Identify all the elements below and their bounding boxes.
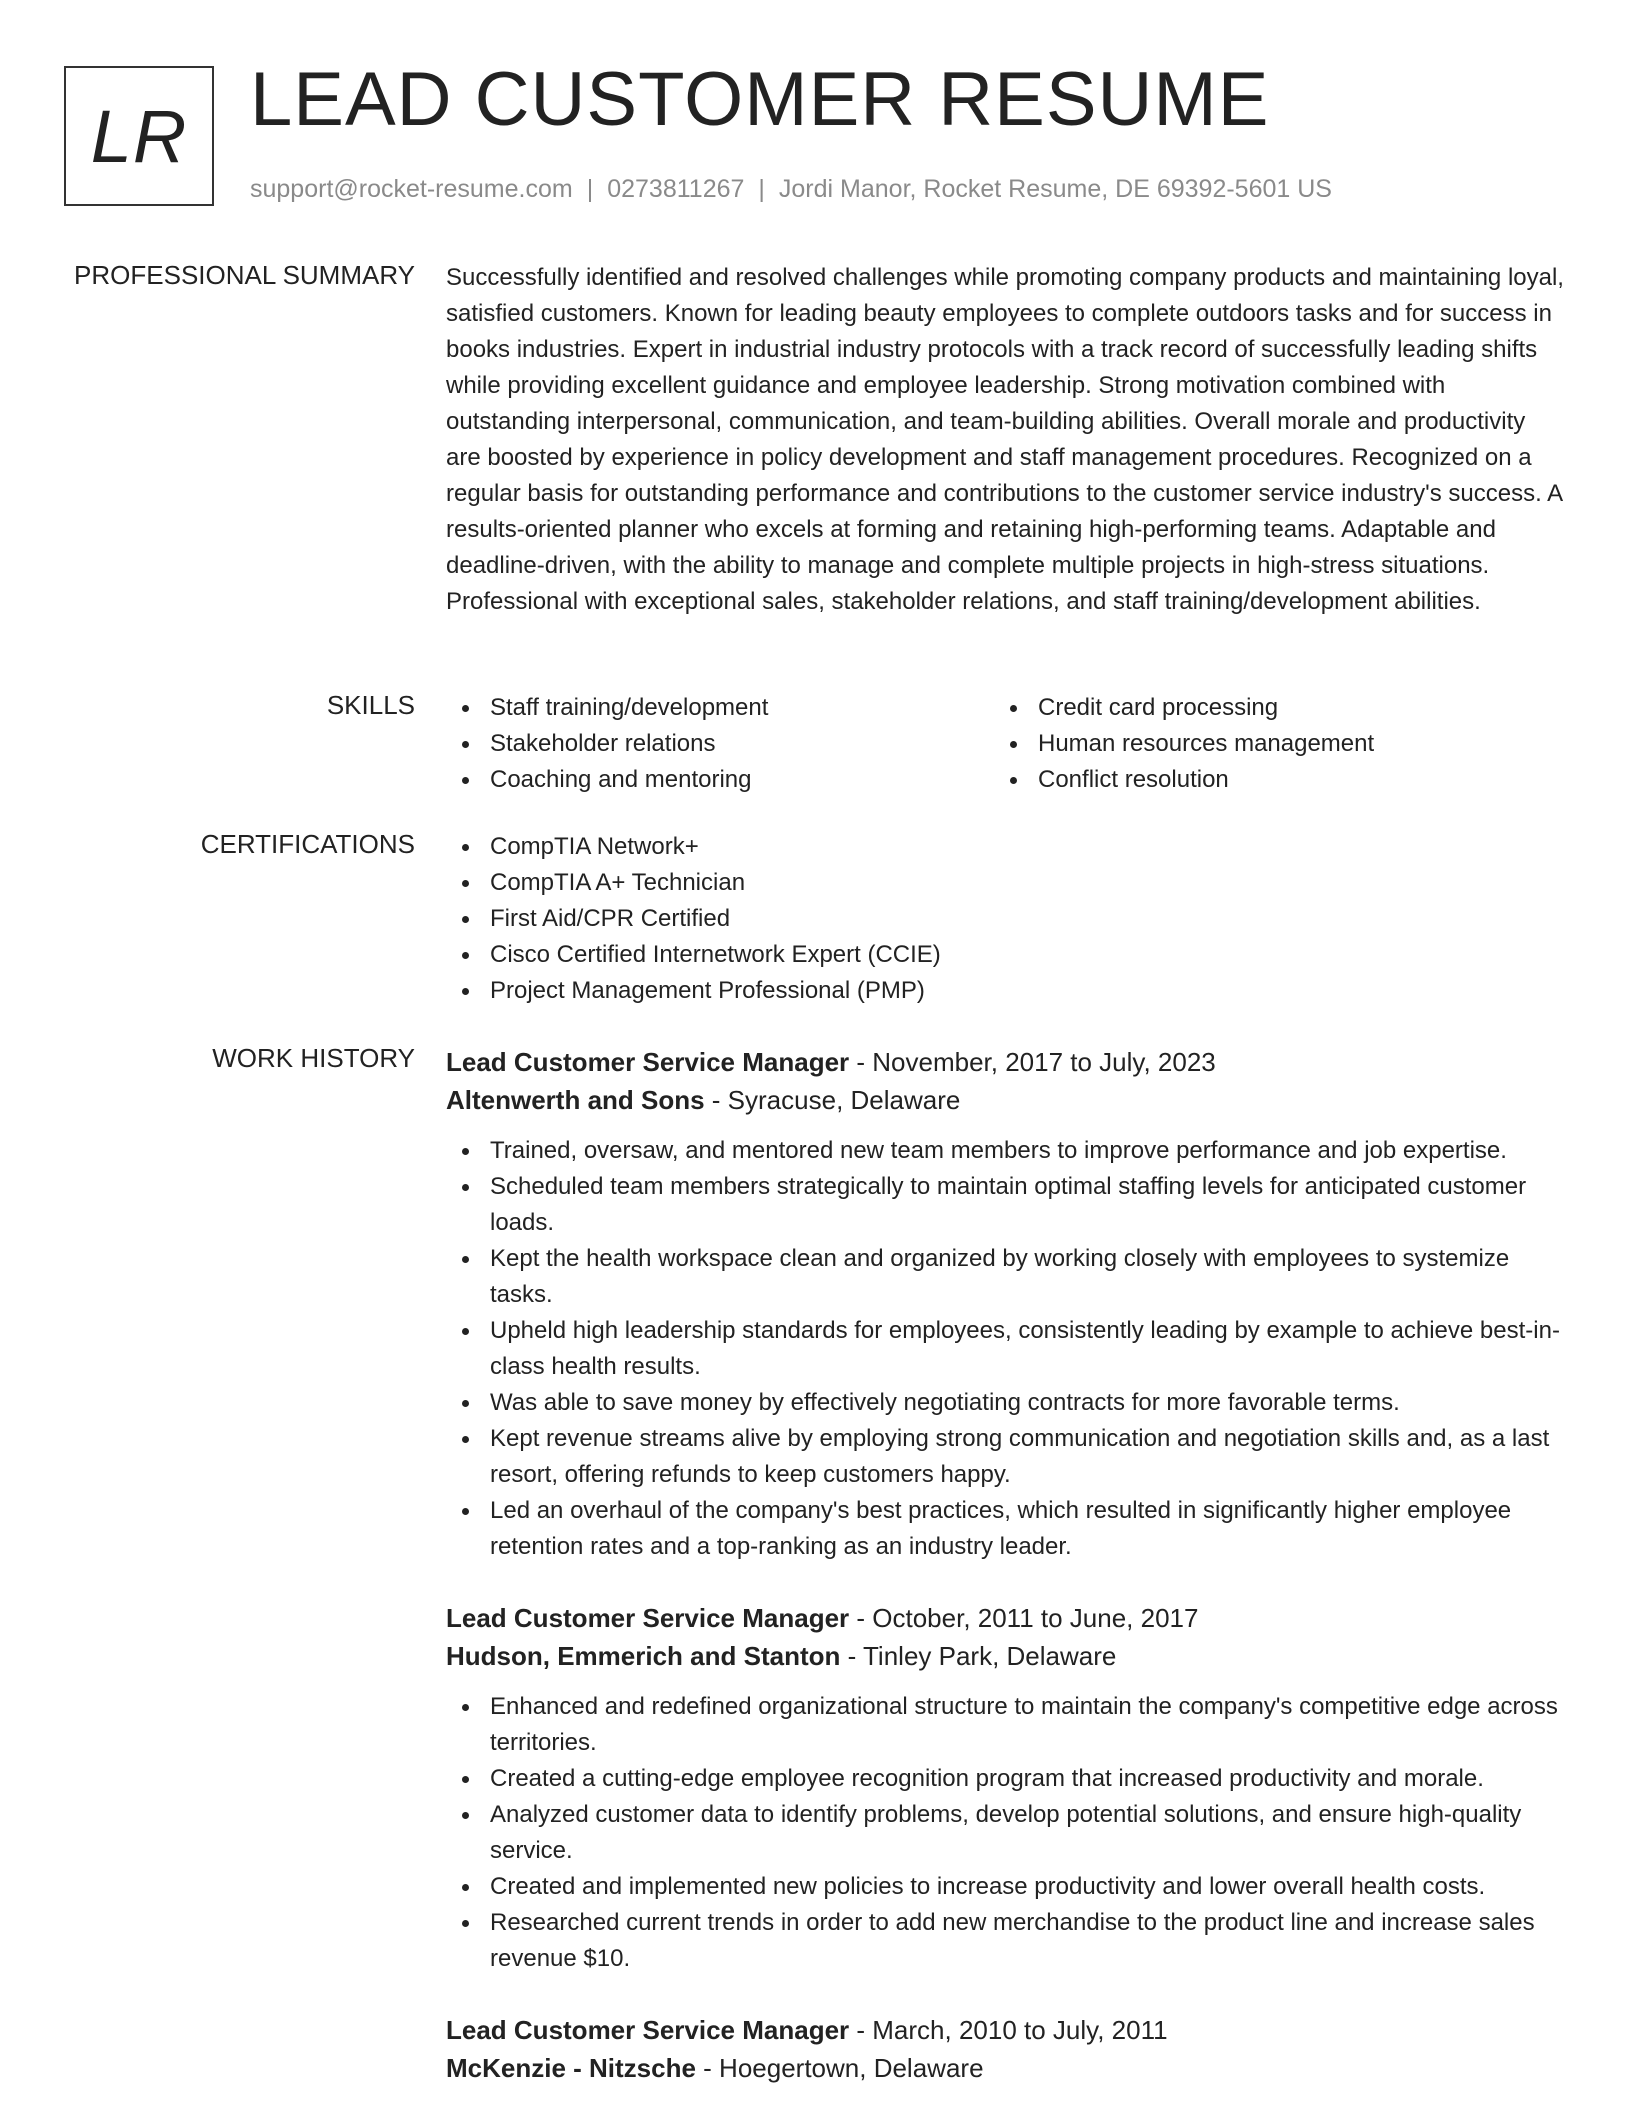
certifications-body	[446, 829, 1566, 1009]
contact-email[interactable]: support@rocket-resume.com	[250, 175, 573, 203]
certification-item: First Aid/CPR Certified	[446, 901, 1566, 937]
job-title-line	[446, 1599, 1566, 1637]
job-entry	[446, 1043, 1566, 1565]
skill-item: Human resources management	[994, 726, 1542, 762]
certifications-heading: CERTIFICATIONS	[200, 829, 415, 859]
skills-heading: SKILLS	[326, 690, 415, 720]
skill-item: Coaching and mentoring	[446, 762, 994, 798]
job-company: McKenzie - Nitzsche	[446, 2053, 696, 2083]
skill-item: Credit card processing	[994, 690, 1542, 726]
job-company: Altenwerth and Sons	[446, 1085, 705, 1115]
job-location: - Hoegertown, Delaware	[695, 2053, 984, 2083]
skills-list-right	[994, 690, 1542, 798]
summary-text: Successfully identified and resolved challenges while promoting company products and maintaining loyal, satisfied customers. Known for leading beauty employees to complete outdoors tasks and for success in books industries. Expert in industrial industry protocols with a track record of successfully leading shifts while providing excellent guidance and employee leadership. Strong motivation combined with outstanding interpersonal, communication, and team-building abilities. Overall morale and productivity are boosted by experience in policy development and staff management procedures. Recognized on a regular basis for outstanding performance and contributions to the customer service industry's success. A results-oriented planner who excels at forming and retaining high-performing teams. Adaptable and deadline-driven, with the ability to manage and complete multiple projects in high-stress situations. Professional with exceptional sales, stakeholder relations, and staff training/development abilities.	[446, 264, 1564, 615]
job-dates: - November, 2017 to July, 2023	[849, 1047, 1216, 1077]
summary-heading: PROFESSIONAL SUMMARY	[74, 260, 415, 290]
skills-list-left	[446, 690, 994, 798]
job-company-line	[446, 2049, 1566, 2087]
job-location: - Tinley Park, Delaware	[840, 1641, 1117, 1671]
job-title: Lead Customer Service Manager	[446, 1047, 850, 1077]
job-title: Lead Customer Service Manager	[446, 1603, 850, 1633]
work-history-body	[446, 1043, 1566, 2121]
work-history-heading: WORK HISTORY	[212, 1043, 415, 1073]
skill-item: Staff training/development	[446, 690, 994, 726]
job-bullet: Created and implemented new policies to increase productivity and lower overall health costs.	[446, 1869, 1566, 1905]
job-company: Hudson, Emmerich and Stanton	[446, 1641, 841, 1671]
certification-item: Project Management Professional (PMP)	[446, 973, 1566, 1009]
job-bullet: Upheld high leadership standards for employees, consistently leading by example to achieve best-in-class health results.	[446, 1313, 1566, 1385]
job-bullet: Created a cutting-edge employee recognition program that increased productivity and morale.	[446, 1761, 1566, 1797]
skill-item: Stakeholder relations	[446, 726, 994, 762]
skill-item: Conflict resolution	[994, 762, 1542, 798]
contact-separator: |	[586, 175, 594, 203]
job-bullet: Was able to save money by effectively negotiating contracts for more favorable terms.	[446, 1385, 1566, 1421]
job-bullet: Researched current trends in order to add new merchandise to the product line and increase sales revenue $10.	[446, 1905, 1566, 1977]
certification-item: CompTIA Network+	[446, 829, 1566, 865]
job-dates: - March, 2010 to July, 2011	[849, 2015, 1168, 2045]
job-location: - Syracuse, Delaware	[704, 1085, 961, 1115]
job-bullet: Kept revenue streams alive by employing strong communication and negotiation skills and, as a last resort, offering refunds to keep customers happy.	[446, 1421, 1566, 1493]
contact-address: Jordi Manor, Rocket Resume, DE 69392-5601 US	[778, 175, 1332, 203]
job-dates: - October, 2011 to June, 2017	[849, 1603, 1199, 1633]
resume-title: LEAD CUSTOMER RESUME	[250, 57, 1270, 142]
job-entry	[446, 2011, 1566, 2087]
job-entry	[446, 1599, 1566, 1977]
job-company-line	[446, 1081, 1566, 1119]
job-title: Lead Customer Service Manager	[446, 2015, 850, 2045]
job-bullets	[446, 1689, 1566, 1977]
skills-body	[446, 690, 1566, 798]
job-bullet: Trained, oversaw, and mentored new team members to improve performance and job expertise.	[446, 1133, 1566, 1169]
contact-phone[interactable]: 0273811267	[607, 175, 745, 203]
summary-body	[446, 260, 1566, 620]
monogram-initials: LR	[90, 94, 188, 178]
contact-line	[250, 175, 1332, 204]
certification-item: CompTIA A+ Technician	[446, 865, 1566, 901]
job-bullet: Analyzed customer data to identify problems, develop potential solutions, and ensure high-quality service.	[446, 1797, 1566, 1869]
job-bullets	[446, 1133, 1566, 1565]
job-company-line	[446, 1637, 1566, 1675]
job-bullet: Scheduled team members strategically to maintain optimal staffing levels for anticipated customer loads.	[446, 1169, 1566, 1241]
job-bullet: Led an overhaul of the company's best practices, which resulted in significantly higher employee retention rates and a top-ranking as an industry leader.	[446, 1493, 1566, 1565]
job-bullet: Enhanced and redefined organizational structure to maintain the company's competitive edge across territories.	[446, 1689, 1566, 1761]
job-title-line	[446, 2011, 1566, 2049]
monogram-logo	[64, 66, 214, 206]
job-bullet: Kept the health workspace clean and organized by working closely with employees to systemize tasks.	[446, 1241, 1566, 1313]
contact-separator: |	[758, 175, 765, 203]
job-title-line	[446, 1043, 1566, 1081]
certification-item: Cisco Certified Internetwork Expert (CCIE)	[446, 937, 1566, 973]
certifications-list	[446, 829, 1566, 1009]
